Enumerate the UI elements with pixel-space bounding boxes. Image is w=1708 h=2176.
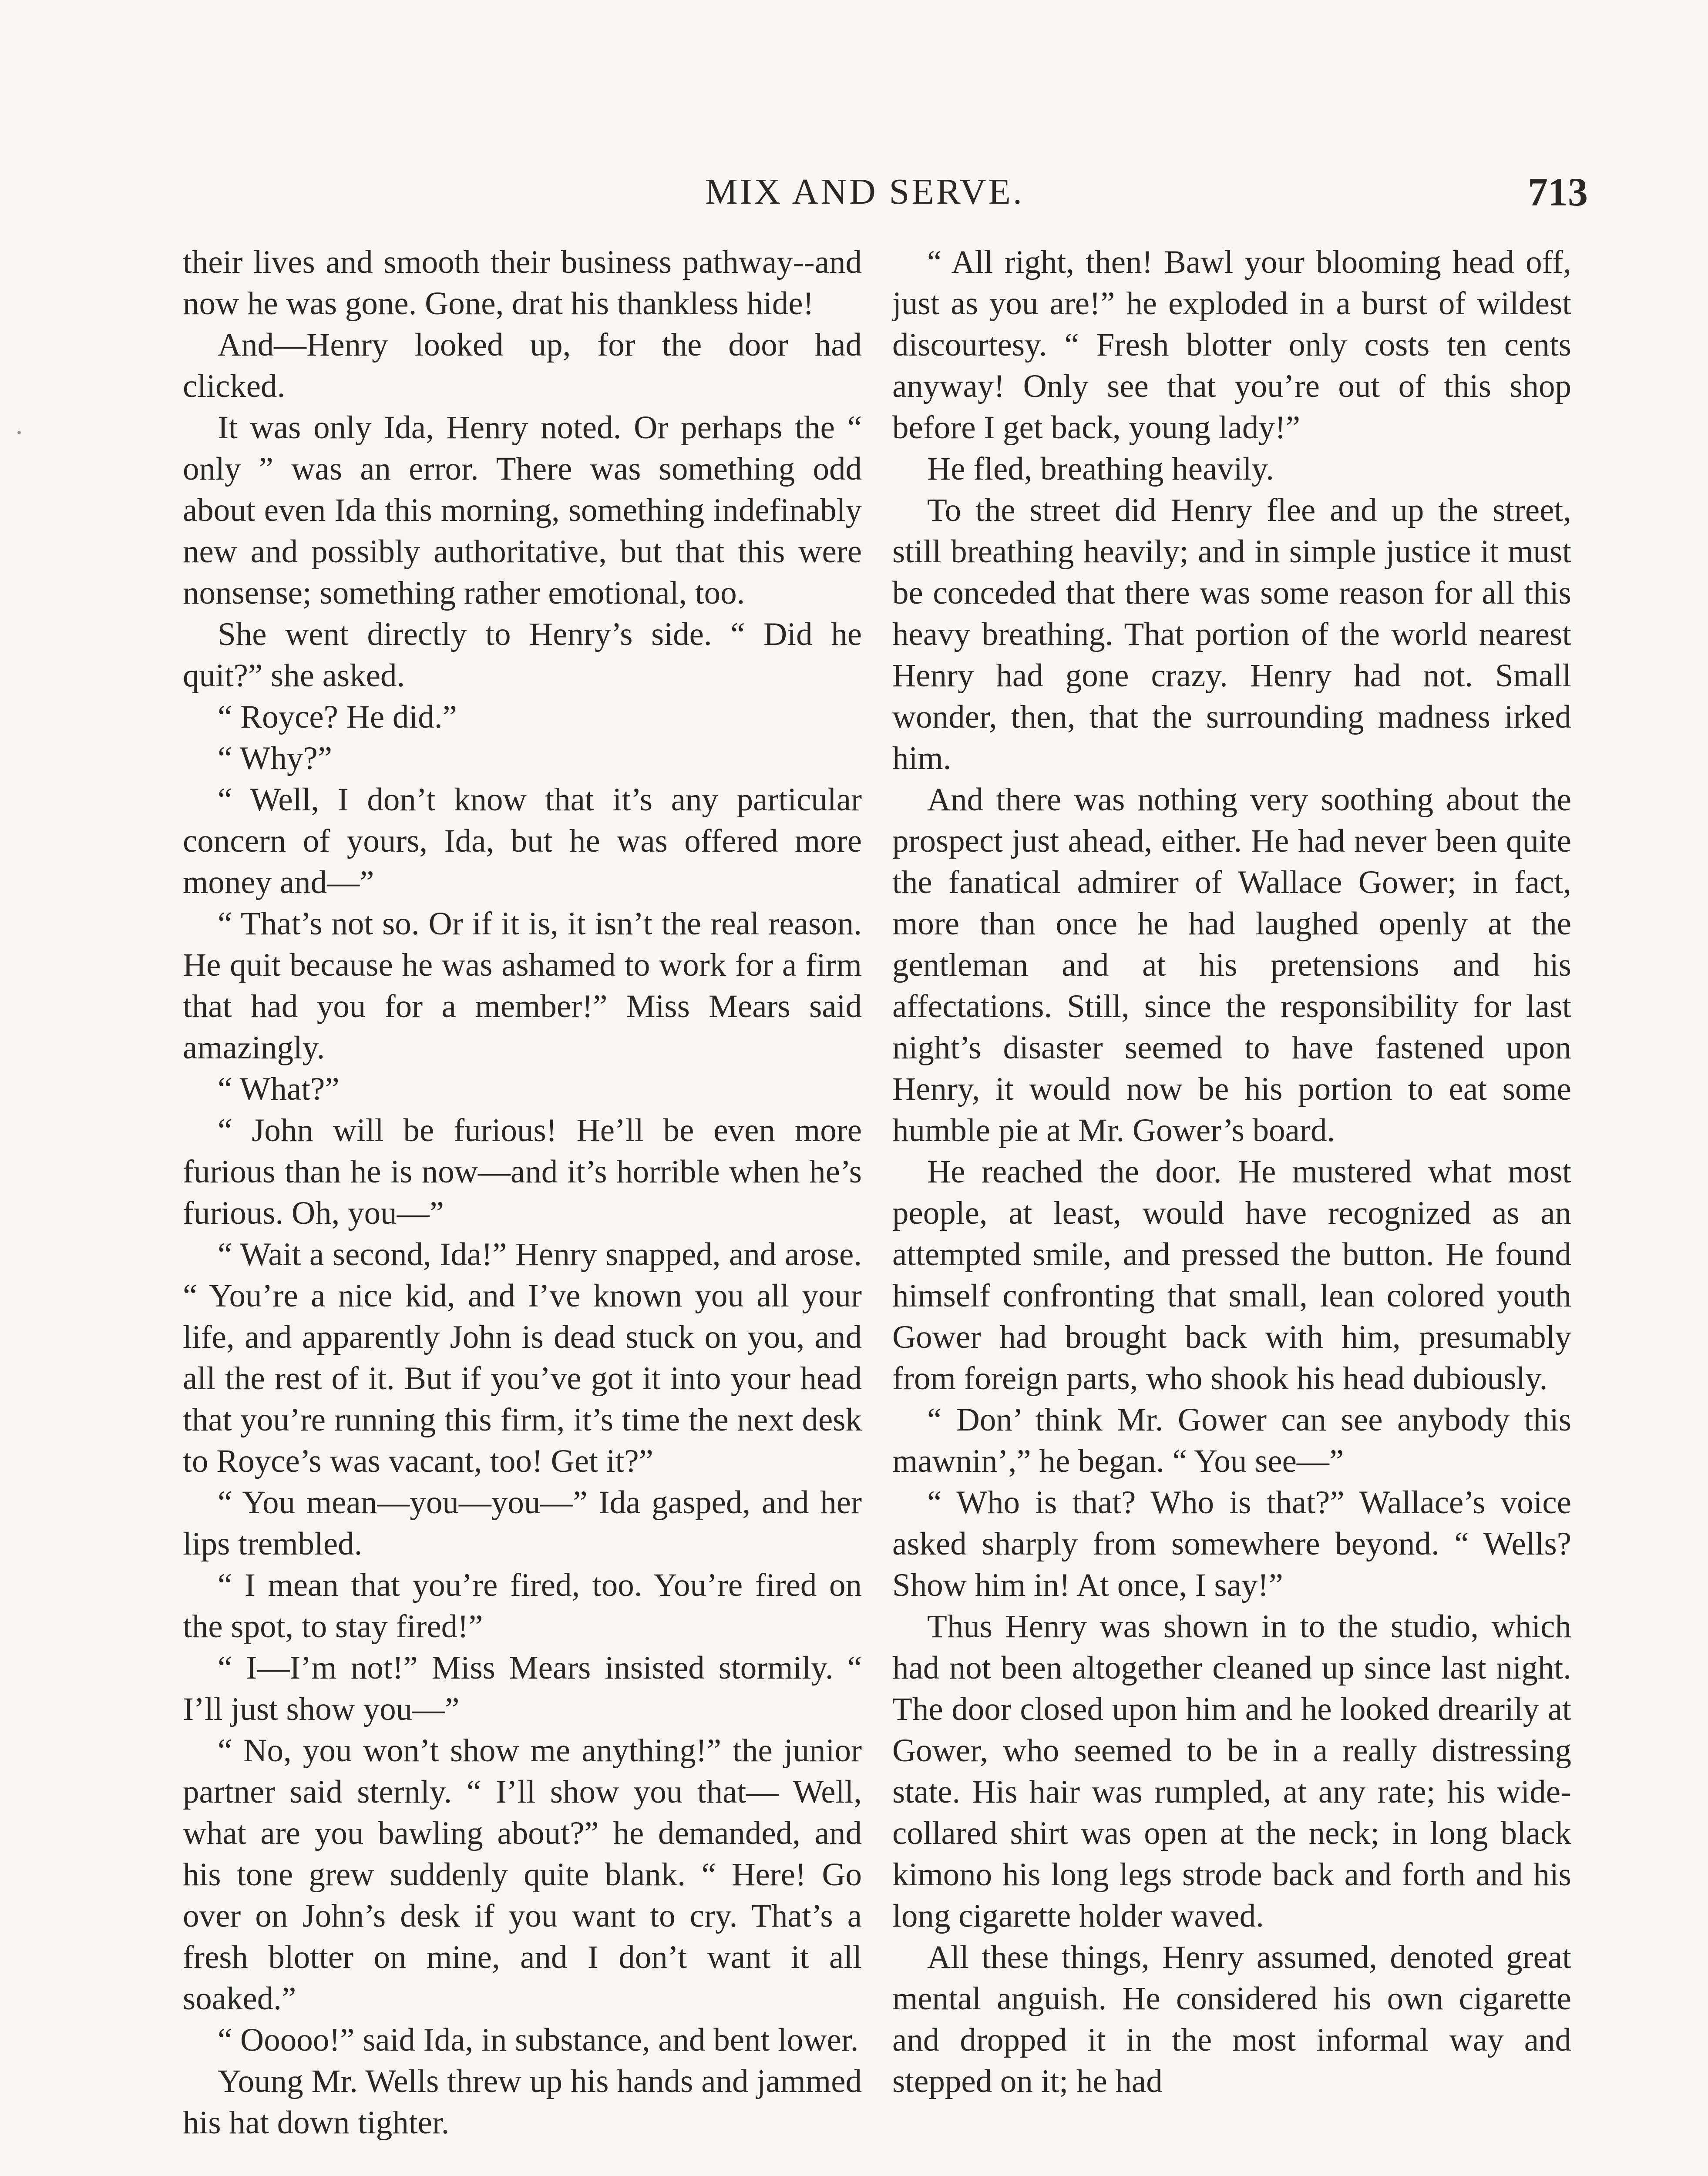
paragraph: “ You mean—you—you—” Ida gasped, and her lips trembled. <box>183 1484 862 1562</box>
paragraph: All these things, Henry assumed, denoted great mental anguish. He considered his own cigarette and dropped it in the most informal way and stepped on it; he had <box>892 1939 1571 2099</box>
paragraph: “ Why?” <box>218 740 333 776</box>
paragraph: He fled, breathing heavily. <box>927 451 1274 487</box>
paragraph: “ What?” <box>218 1071 340 1107</box>
paragraph: It was only Ida, Henry noted. Or perhaps the “ only ” was an error. There was something odd about even Ida this morning, something indefinably new and possibly authoritative, but that this were nonsense; something rather emotional, too. <box>183 410 862 611</box>
paragraph: “ Well, I don’t know that it’s any particular concern of yours, Ida, but he was offered more money and—” <box>183 782 862 900</box>
paragraph: “ Ooooo!” said Ida, in substance, and bent lower. <box>218 2022 859 2058</box>
paragraph: “ Who is that? Who is that?” Wallace’s voice asked sharply from somewhere beyond. “ Wells? Show him in! At once, I say!” <box>892 1484 1571 1603</box>
scan-speck <box>17 431 21 434</box>
running-title: MIX AND SERVE. <box>705 171 1024 212</box>
paragraph: “ That’s not so. Or if it is, it isn’t the real reason. He quit because he was ashamed to work for a firm that had you for a member!” Miss Mears said amazingly. <box>183 906 862 1066</box>
paragraph: “ I—I’m not!” Miss Mears insisted stormily. “ I’ll just show you—” <box>183 1650 862 1727</box>
page-header <box>0 171 1708 218</box>
paragraph: “ John will be furious! He’ll be even more furious than he is now—and it’s horrible when he’s furious. Oh, you—” <box>183 1112 862 1231</box>
paragraph: “ Wait a second, Ida!” Henry snapped, and arose. “ You’re a nice kid, and I’ve known you all your life, and apparently John is dead stuck on you, and all the rest of it. But if you’ve got it into your head that you’re running this firm, it’s time the next desk to Royce’s was vacant, too! Get it?” <box>183 1236 862 1479</box>
paragraph: Thus Henry was shown in to the studio, which had not been altogether cleaned up since last night. The door closed upon him and he looked drearily at Gower, who seemed to be in a really distressing state. His hair was rumpled, at any rate; his wide-collared shirt was open at the neck; in long black kimono his long legs strode back and forth and his long cigarette holder waved. <box>892 1608 1571 1934</box>
paragraph: their lives and smooth their business pathway--and now he was gone. Gone, drat his thankless hide! <box>183 244 862 322</box>
paragraph: She went directly to Henry’s side. “ Did he quit?” she asked. <box>183 616 862 694</box>
paragraph: “ All right, then! Bawl your blooming head off, just as you are!” he exploded in a burst of wildest discourtesy. “ Fresh blotter only costs ten cents anyway! Only see that you’re out of this shop before I get back, young lady!” <box>892 244 1571 446</box>
paragraph: Young Mr. Wells threw up his hands and jammed his hat down tighter. <box>183 2063 862 2141</box>
right-text-column <box>892 242 1571 2176</box>
paragraph: “ No, you won’t show me anything!” the junior partner said sternly. “ I’ll show you that— Well, what are you bawling about?” he demanded, and his tone grew suddenly quite blank. “ Here! Go over on John’s desk if you want to cry. That’s a fresh blotter on mine, and I don’t want it all soaked.” <box>183 1733 862 2017</box>
paragraph: And there was nothing very soothing about the prospect just ahead, either. He had never been quite the fanatical admirer of Wallace Gower; in fact, more than once he had laughed openly at the gentleman and at his pretensions and his affectations. Still, since the responsibility for last night’s disaster seemed to have fastened upon Henry, it would now be his portion to eat some humble pie at Mr. Gower’s board. <box>892 782 1571 1148</box>
paragraph: “ Royce? He did.” <box>218 699 457 735</box>
paragraph: To the street did Henry flee and up the street, still breathing heavily; and in simple justice it must be conceded that there was some reason for all this heavy breathing. That portion of the world nearest Henry had gone crazy. Henry had not. Small wonder, then, that the surrounding madness irked him. <box>892 492 1571 776</box>
paragraph: “ I mean that you’re fired, too. You’re fired on the spot, to stay fired!” <box>183 1567 862 1645</box>
paragraph: “ Don’ think Mr. Gower can see anybody this mawnin’,” he began. “ You see—” <box>892 1402 1571 1479</box>
paragraph: He reached the door. He mustered what most people, at least, would have recognized as an attempted smile, and pressed the button. He found himself confronting that small, lean colored youth Gower had brought back with him, presumably from foreign parts, who shook his head dubiously. <box>892 1154 1571 1397</box>
page-number: 713 <box>1528 170 1588 214</box>
paragraph: And—Henry looked up, for the door had clicked. <box>183 327 862 404</box>
left-text-column <box>183 242 862 2176</box>
